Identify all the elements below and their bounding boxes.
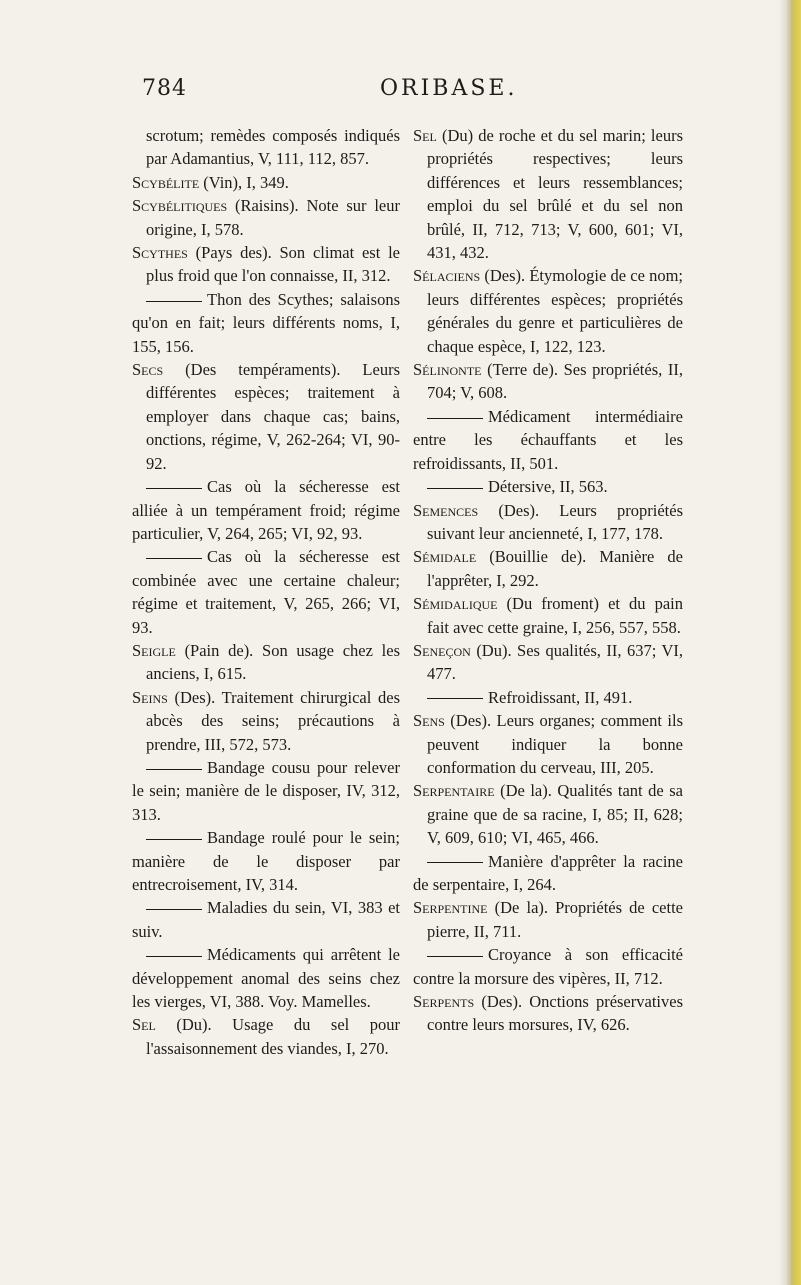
index-entry	[413, 545, 683, 592]
entry-text: (De la). Propriétés de cette pierre, II, 711.	[427, 898, 683, 941]
entry-headword: Sel	[413, 126, 437, 145]
repeat-dash	[427, 698, 483, 699]
index-entry	[413, 264, 683, 358]
index-entry	[132, 171, 400, 194]
entry-text: (Vin), I, 349.	[199, 172, 289, 192]
entry-headword: Secs	[132, 360, 164, 380]
index-entry	[413, 124, 683, 264]
entry-text: (Pain de). Son usage chez les anciens, I, 615.	[146, 640, 400, 684]
index-subentry	[132, 756, 400, 826]
entry-text: Bandage cousu pour relever le sein; manière de le disposer, IV, 312, 313.	[132, 757, 400, 824]
entry-text: (Des). Étymologie de ce nom; leurs différentes espèces; propriétés générales du genre et particulières de chaque espèce, I, 122, 123.	[427, 266, 683, 356]
index-entry	[413, 896, 683, 943]
entry-headword: Sémidalique	[413, 594, 498, 614]
index-subentry	[413, 475, 683, 498]
entry-text: (Des). Leurs propriétés suivant leur ancienneté, I, 177, 178.	[427, 500, 683, 543]
entry-text: (Du). Usage du sel pour l'assaisonnement des viandes, I, 270.	[146, 1015, 400, 1058]
entry-text: Croyance à son efficacité contre la morsure des vipères, II, 712.	[413, 945, 683, 988]
entry-text: Refroidissant, II, 491.	[488, 687, 633, 707]
index-entry	[132, 241, 400, 288]
repeat-dash	[146, 909, 202, 910]
repeat-dash	[427, 488, 483, 489]
running-head: ORIBASE.	[380, 76, 518, 101]
entry-headword: Scybélitiques	[132, 196, 228, 216]
index-entry	[132, 124, 400, 171]
entry-headword: Seins	[132, 687, 168, 707]
index-subentry	[132, 545, 400, 639]
entry-headword: Seigle	[132, 640, 176, 660]
index-subentry	[132, 288, 400, 358]
entry-text: (Du) de roche et du sel marin; leurs propriétés respectives; leurs différences et leurs ressemblances; emploi du sel brûlé et du sel non brûlé, II, 712, 713; V, 600, 601; VI, 431, 432.	[427, 126, 683, 263]
entry-text: Manière d'apprêter la racine de serpentaire, I, 264.	[413, 851, 683, 894]
entry-text: (Terre de). Ses propriétés, II, 704; V, 608.	[427, 360, 683, 403]
repeat-dash	[146, 488, 202, 489]
entry-text: Maladies du sein, VI, 383 et suiv.	[132, 898, 400, 941]
entry-text: (Des). Leurs organes; comment ils peuvent indiquer la bonne conformation du cerveau, III, 205.	[427, 711, 683, 777]
entry-text: Détersive, II, 563.	[488, 477, 608, 497]
index-subentry	[413, 405, 683, 475]
entry-text: Cas où la sécheresse est combinée avec une certaine chaleur; régime et traitement, V, 265, 266; VI, 93.	[132, 547, 400, 637]
index-column-left	[132, 124, 400, 1060]
index-subentry	[413, 850, 683, 897]
index-subentry	[132, 943, 400, 1013]
index-entry	[413, 709, 683, 779]
repeat-dash	[427, 418, 483, 419]
repeat-dash	[146, 839, 202, 840]
entry-text: (Pays des). Son climat est le plus froid que l'on connaisse, II, 312.	[146, 243, 400, 286]
entry-text: Cas où la sécheresse est alliée à un tempérament froid; régime particulier, V, 264, 265; VI, 92, 93.	[132, 477, 400, 543]
index-entry	[413, 990, 683, 1037]
entry-headword: Sélinonte	[413, 360, 482, 380]
index-subentry	[413, 943, 683, 990]
index-subentry	[413, 686, 683, 709]
entry-headword: Sens	[413, 711, 445, 731]
entry-headword: Sémidale	[413, 547, 477, 567]
entry-headword: Semences	[413, 500, 479, 520]
index-entry	[132, 358, 400, 475]
index-entry	[132, 1013, 400, 1060]
index-subentry	[132, 826, 400, 896]
index-entry	[413, 499, 683, 546]
entry-text: (Du froment) et du pain fait avec cette graine, I, 256, 557, 558.	[427, 594, 683, 637]
entry-text: scrotum; remèdes composés indiqués par Adamantius, V, 111, 112, 857.	[146, 126, 400, 169]
index-entry	[413, 592, 683, 639]
entry-headword: Serpentaire	[413, 781, 495, 801]
page-header	[0, 76, 787, 116]
entry-text: Médicament intermédiaire entre les échauffants et les refroidissants, II, 501.	[413, 406, 683, 473]
entry-text: (De la). Qualités tant de sa graine que de sa racine, I, 85; II, 628; V, 609, 610; VI, 465, 466.	[427, 781, 683, 848]
entry-text: (Des tempéraments). Leurs différentes espèces; traitement à employer dans chaque cas; bains, onctions, régime, V, 262-264; VI, 90-92.	[146, 360, 400, 473]
page-edge	[787, 0, 801, 1285]
entry-headword: Scythes	[132, 243, 188, 263]
entry-text: (Bouillie de). Manière de l'apprêter, I, 292.	[427, 547, 683, 590]
repeat-dash	[146, 558, 202, 559]
entry-text: (Des). Onctions préservatives contre leurs morsures, IV, 626.	[427, 992, 683, 1035]
repeat-dash	[427, 862, 483, 863]
index-entry	[132, 639, 400, 686]
index-entry	[413, 358, 683, 405]
index-column-right	[413, 124, 683, 1037]
entry-text: Thon des Scythes; salaisons qu'on en fait; leurs différents noms, I, 155, 156.	[132, 289, 400, 356]
index-entry	[132, 686, 400, 756]
entry-headword: Serpents	[413, 992, 475, 1012]
repeat-dash	[146, 956, 202, 957]
index-subentry	[132, 475, 400, 545]
entry-text: Bandage roulé pour le sein; manière de le disposer par entrecroisement, IV, 314.	[132, 828, 400, 894]
page-number: 784	[142, 76, 187, 101]
index-entry	[132, 194, 400, 241]
repeat-dash	[146, 769, 202, 770]
binding-shadow	[779, 0, 787, 1285]
entry-headword: Sel	[132, 1015, 156, 1035]
entry-text: (Raisins). Note sur leur origine, I, 578.	[146, 196, 400, 239]
entry-headword: Scybélite	[132, 172, 200, 192]
entry-text: (Du). Ses qualités, II, 637; VI, 477.	[427, 640, 683, 684]
index-entry	[413, 779, 683, 849]
entry-text: Médicaments qui arrêtent le développement anomal des seins chez les vierges, VI, 388. Voy. Mamelles.	[132, 945, 400, 1012]
entry-headword: Sélaciens	[413, 266, 481, 286]
entry-headword: Seneçon	[413, 640, 471, 660]
entry-text: (Des). Traitement chirurgical des abcès des seins; précautions à prendre, III, 572, 573.	[146, 687, 400, 754]
repeat-dash	[146, 301, 202, 302]
entry-headword: Serpentine	[413, 898, 488, 918]
index-entry	[413, 639, 683, 686]
repeat-dash	[427, 956, 483, 957]
index-subentry	[132, 896, 400, 943]
